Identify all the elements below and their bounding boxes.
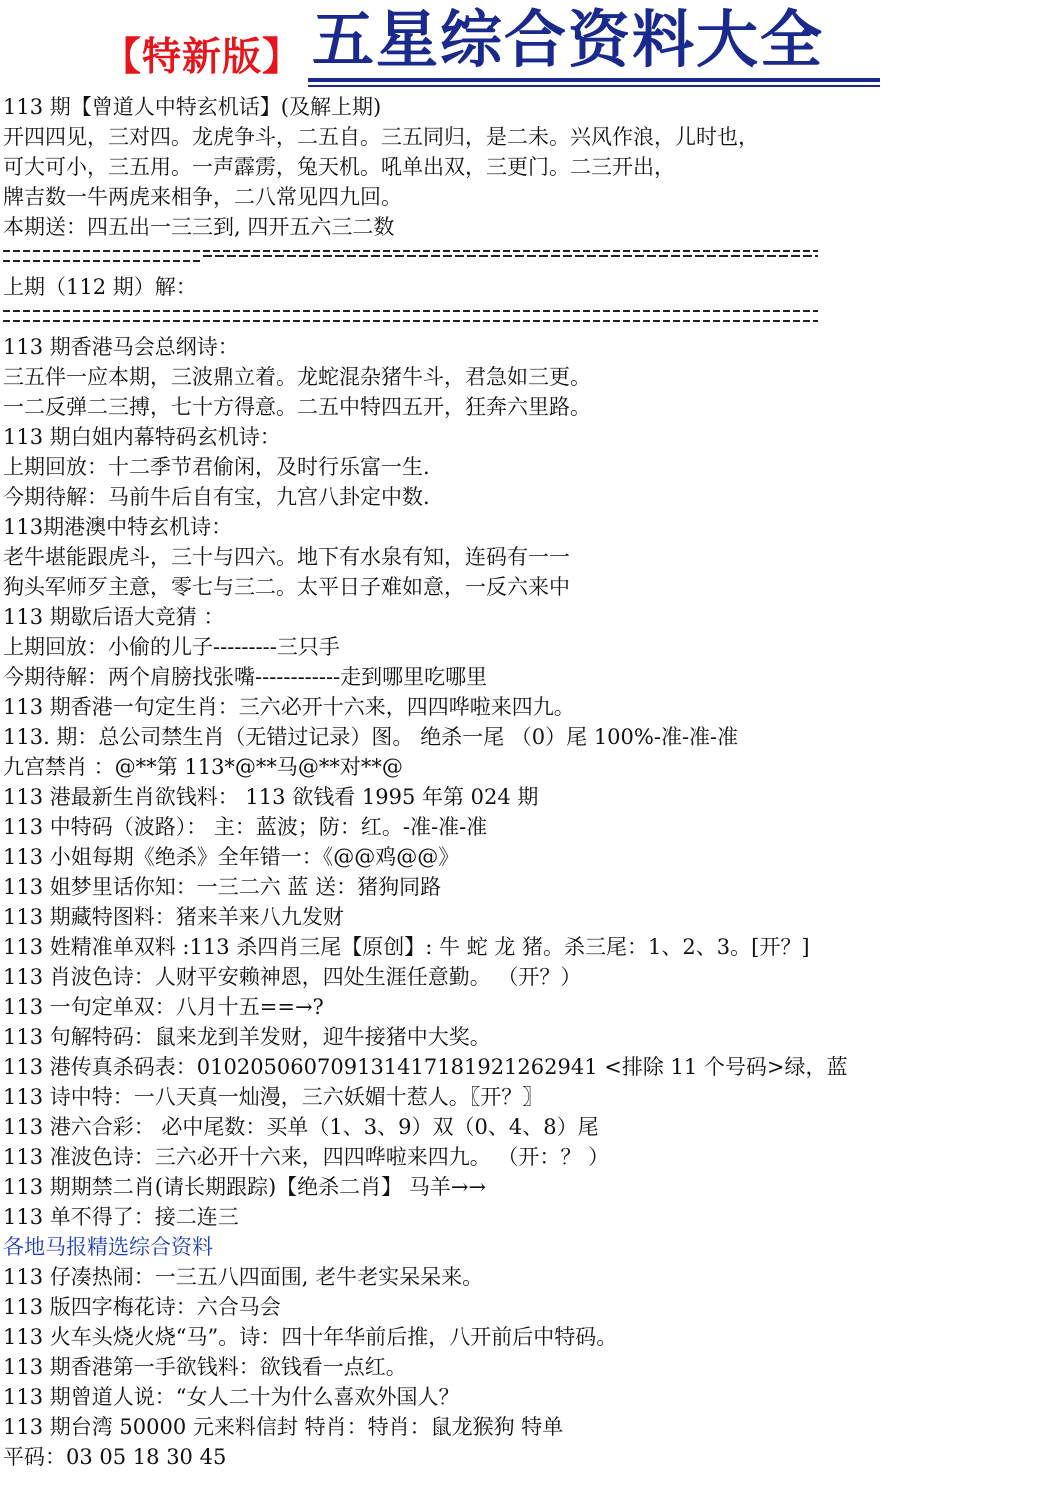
- text-line: 113 姐梦里话你知：一三二六 蓝 送：猪狗同路: [3, 875, 442, 899]
- text-line: 113 期香港马会总纲诗：: [3, 335, 239, 359]
- text-line: 113. 期：总公司禁生肖（无错过记录）图。 绝杀一尾 （0）尾 100%-准-准-准: [3, 725, 739, 749]
- text-line: 113 期歇后语大竞猜 ：: [3, 605, 225, 629]
- text-line: 113 肖波色诗：人财平安赖神恩，四处生涯任意勤。 （开？）: [3, 965, 582, 989]
- text-line: 113期港澳中特玄机诗：: [3, 515, 233, 539]
- text-line: 113 火车头烧火烧“马”。诗：四十年华前后推，八开前后中特码。: [3, 1325, 618, 1349]
- text-line: 可大可小，三五用。一声霹雳，兔天机。吼单出双，三更门。二三开出，: [3, 155, 675, 179]
- text-line: 113 句解特码：鼠来龙到羊发财，迎牛接猪中大奖。: [3, 1025, 491, 1049]
- separator-line: [3, 302, 1043, 332]
- text-line: 113 港六合彩： 必中尾数：买单（1、3、9）双（0、4、8）尾: [3, 1115, 599, 1139]
- text-line: 一二反弹二三搏，七十方得意。二五中特四五开，狂奔六里路。: [3, 395, 591, 419]
- text-line: 113 港传真杀码表：01020506070913141718192126​2941 <排除 11 个号码>绿，蓝: [3, 1055, 848, 1079]
- text-line: 113 版四字梅花诗：六合马会: [3, 1295, 281, 1319]
- document-body: [3, 92, 1043, 1472]
- page-header: [0, 0, 1046, 92]
- page-title: 五星综合资料大全: [312, 3, 825, 76]
- text-line: 今期待解：马前牛后自有宝，九宫八卦定中数.: [3, 485, 430, 509]
- text-line: 本期送：四五出一三三到, 四开五六三二数: [3, 215, 395, 239]
- text-line: 上期回放：十二季节君偷闲，及时行乐富一生.: [3, 455, 430, 479]
- text-line: 113 期香港一句定生肖：三六必开十六来，四四哗啦来四九。: [3, 695, 575, 719]
- text-line: 老牛堪能跟虎斗，三十与四六。地下有水泉有知，连码有一一: [3, 545, 570, 569]
- text-line: 上期回放：小偷的儿子---------三只手: [3, 635, 340, 659]
- text-line: 113 期期禁二肖(请长期跟踪)【绝杀二肖】 马羊→→: [3, 1175, 487, 1199]
- title-underline: [308, 78, 880, 82]
- text-line: 113 期曾道人说：“女人二十为什么喜欢外国人？: [3, 1385, 460, 1409]
- text-line: 113 仔凑热闹：一三五八四面围, 老牛老实呆呆来。: [3, 1265, 484, 1289]
- text-line: 牌吉数一牛两虎来相争，二八常见四九回。: [3, 185, 402, 209]
- text-line: 三五伴一应本期，三波鼎立着。龙蛇混杂猪牛斗，君急如三更。: [3, 365, 591, 389]
- text-line: 今期待解：两个肩膀找张嘴------------走到哪里吃哪里: [3, 665, 488, 689]
- text-line: 平码：03 05 18 30 45: [3, 1445, 227, 1469]
- text-line: 开四四见，三对四。龙虎争斗，二五自。三五同归，是二未。兴风作浪，儿时也，: [3, 125, 759, 149]
- text-line: 113 期藏特图料：猪来羊来八九发财: [3, 905, 344, 929]
- text-line: 113 小姐每期《绝杀》全年错一：《@@鸡@@》: [3, 845, 460, 869]
- edition-badge: 【特新版】: [102, 35, 303, 80]
- text-line: 113 姓精准单双料 :113 杀四肖三尾【原创】: 牛 蛇 龙 猪。杀三尾：1、2、3。[开？]: [3, 935, 810, 959]
- section-heading: 各地马报精选综合资料: [3, 1235, 213, 1259]
- text-line: 113 期香港第一手欲钱料：欲钱看一点红。: [3, 1355, 407, 1379]
- text-line: 113 准波色诗：三六必开十六来，四四哗啦来四九。 （开：？ ）: [3, 1145, 610, 1169]
- title-underline-thin: [308, 85, 880, 87]
- text-line: 九宫禁肖 ：@**第 113*@**马@**对**@: [3, 755, 403, 779]
- text-line: 113 一句定单双：八月十五==→?: [3, 995, 324, 1019]
- text-line: 113 港最新生肖欲钱料： 113 欲钱看 1995 年第 024 期: [3, 785, 539, 809]
- text-line: 113 中特码（波路）： 主：蓝波；防：红。-准-准-准: [3, 815, 488, 839]
- text-line: 113 期台湾 50000 元来料信封 特肖：特肖：鼠龙猴狗 特单: [3, 1415, 564, 1439]
- text-line: 113 诗中特：一八天真一灿漫，三六妖媚十惹人。〖开？〗: [3, 1085, 544, 1109]
- text-line: 113 单不得了：接二连三: [3, 1205, 239, 1229]
- text-line: 113 期【曾道人中特玄机话】(及解上期): [3, 95, 382, 119]
- text-line: 上期（112 期）解：: [3, 275, 197, 299]
- text-line: 狗头军师歹主意，零七与三二。太平日子难如意，一反六来中: [3, 575, 570, 599]
- text-line: 113 期白姐内幕特码玄机诗：: [3, 425, 281, 449]
- separator-line: [3, 242, 1043, 272]
